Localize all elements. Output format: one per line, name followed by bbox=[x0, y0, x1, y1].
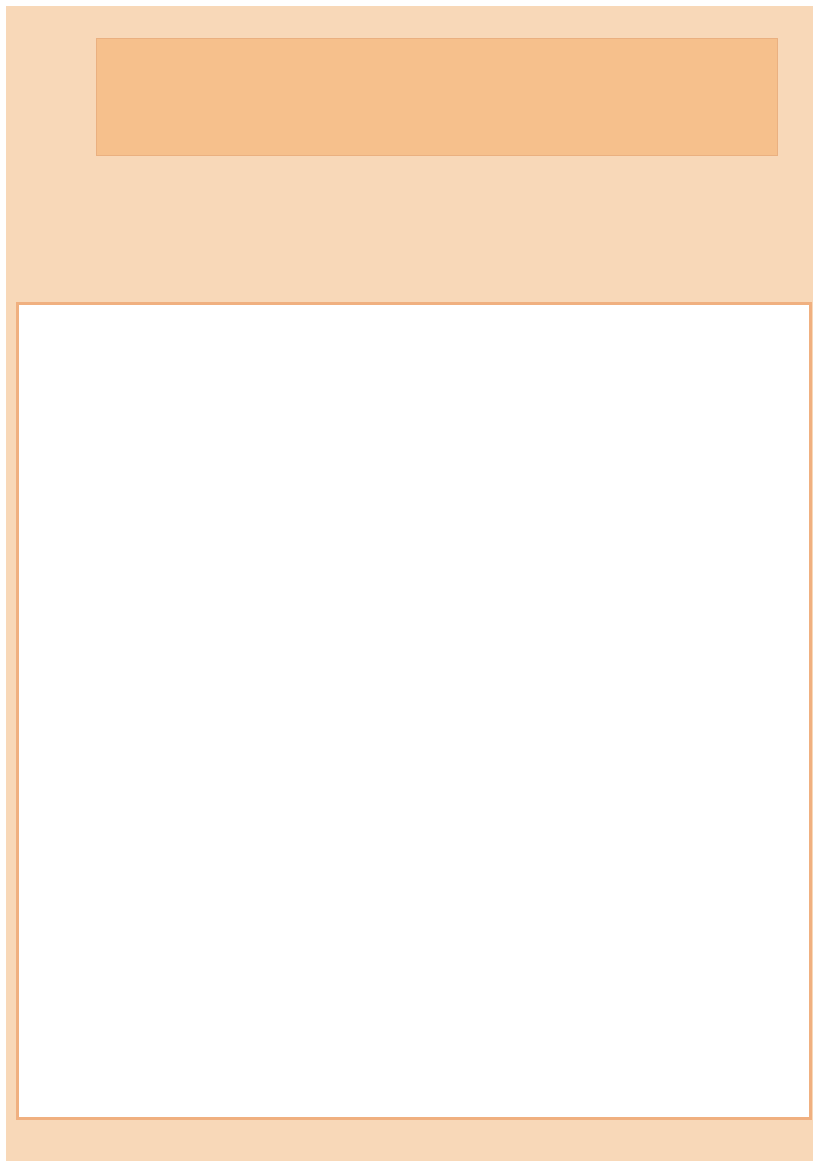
content-panel bbox=[16, 302, 812, 1120]
worksheet-title bbox=[97, 39, 777, 155]
title-banner bbox=[96, 38, 778, 156]
colored-pencils-footer-image bbox=[20, 1126, 810, 1162]
